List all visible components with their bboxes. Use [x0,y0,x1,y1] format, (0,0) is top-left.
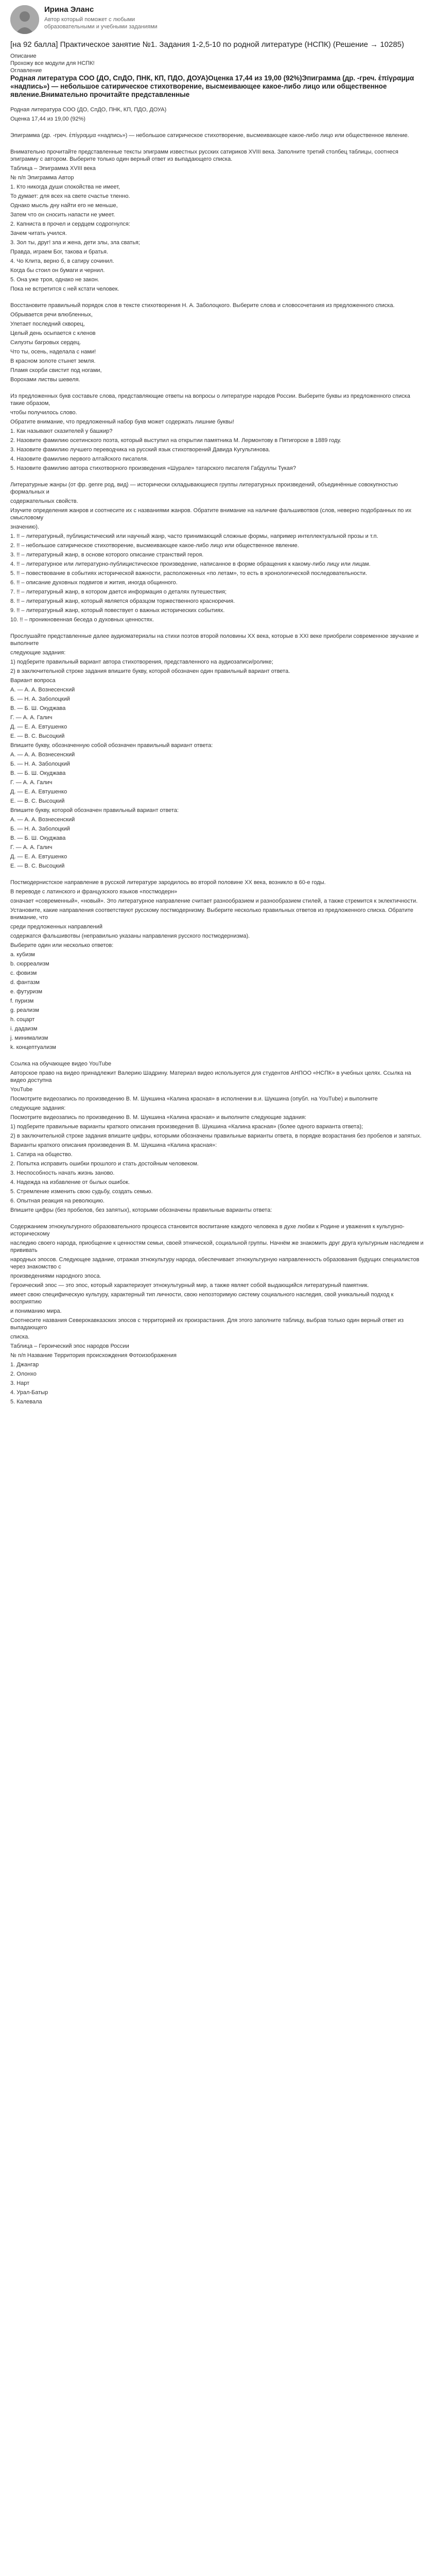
block-spacer [10,1053,426,1060]
body-line: А. — А. А. Вознесенский [10,687,75,693]
section-label: Оглавление [10,67,42,74]
body-line: Е. — В. С. Высоцкий [10,863,65,869]
body-line: То думает: для всех на свете счастье тленно. [10,193,130,199]
body-line: Целый день осыпается с кленов [10,330,96,336]
body-line: Вариант вопроса [10,677,56,684]
body-line: 1. Кто никогда души спокойства не имеет, [10,184,120,190]
body-line: 4. Чо Клита, верно б, в сатиру сочинил. [10,258,114,264]
body-line: Изучите определения жанров и соотнесите их с названиями жанров. Обратите внимание на наличие фальшивотвов (слов, неверно подобранных по их смысловому [10,507,412,521]
body-line: народных эпосов. Следующее задание, отражая этнокультуру народа, обеспечивает этнокультурную направленность образования будущих специалистов через знакомство с [10,1257,420,1270]
body-line: 5. Калевала [10,1399,42,1405]
body-line: списка. [10,1334,30,1340]
body-line: Затем что он сносить напасти не умеет. [10,212,115,218]
body-line: Выберите один или несколько ответов: [10,942,114,948]
document-heading: Родная литература СОО (ДО, СпДО, ПНК, КП, ПДО, ДОУА)Оценка 17,44 из 19,00 (92%)Эпиграмма (др. -греч. ἐπίγραμμα «надпись») — небольшое сатирическое стихотворение, высмеивающее какое-либо лицо или общественное явление.Внимательно прочитайте представленные [10,74,414,98]
body-line: 2. Попытка исправить ошибки прошлого и стать достойным человеком. [10,1161,199,1167]
body-line: Прослушайте представленные далее аудиоматериалы на стихи поэтов второй половины XX века, которые в XXI веке приобрели современное звучание и выполните [10,633,419,647]
body-line: e. футуризм [10,989,43,995]
body-line: h. соцарт [10,1016,35,1023]
body-line: Зачем читать учился. [10,230,67,236]
body-line: 4. Урал-Батыр [10,1389,48,1396]
body-line: Литературные жанры (от фр. genre род, вид) — исторически складывающиеся группы литературных произведений, объединённые совокупностью формальных и [10,482,398,495]
body-line: содержательных свойств. [10,498,78,504]
body-line: Пламя скорби свистит под ногами, [10,367,102,374]
body-line: 1) подберите правильный вариант автора стихотворения, представленного на аудиозаписи/ролике; [10,659,273,665]
body-line: 9. !! – литературный жанр, который повествует о важных исторических событиях. [10,607,225,614]
document-body [10,99,426,1405]
body-line: Ворохами листвы шевеля. [10,377,80,383]
body-line: Варианты краткого описания произведения В. М. Шукшина «Калина красная»: [10,1142,217,1148]
block-spacer [10,141,426,148]
body-line: Правда, играем Бог, такова и братья. [10,249,109,255]
body-line: Б. — Н. А. Заболоцкий [10,826,70,832]
body-line: Внимательно прочитайте представленные тексты эпиграмм известных русских сатириков XVIII века. Заполните третий столбец таблицы, соотнеся эпиграмму с автором. Выберите только один верный ответ из выпадающего списка. [10,149,398,162]
body-line: 4. Надежда на избавление от былых ошибок. [10,1179,130,1185]
body-line: А. — А. А. Вознесенский [10,817,75,823]
body-line: 3. Нарт [10,1380,30,1386]
body-line: № п/п Название Территория происхождения Фотоизображения [10,1352,177,1359]
body-line: Посмотрите видеозапись по произведению В. М. Шукшина «Калина красная» в исполнении в.и. Шукшина (опубл. на YouTube) и выполните [10,1096,378,1102]
body-line: Впишите букву, которой обозначен правильный вариант ответа: [10,807,179,814]
body-line: Когда бы стоил он бумаги и чернил. [10,267,105,274]
body-line: Пока не встретится с ней кстати человек. [10,286,119,292]
body-line: среди предложенных направлений [10,924,102,930]
body-line: Улетает последний скворец, [10,321,85,327]
body-line: b. сюрреализм [10,961,49,967]
body-line: Что ты, осень, наделала с нами! [10,349,96,355]
body-line: и пониманию мира. [10,1308,62,1314]
body-line: В. — Б. Ш. Окуджава [10,835,66,841]
author-description: Автор который поможет с любыми образовательными и учебными заданиями [44,16,158,30]
body-line: В красном золоте стынет земля. [10,358,96,364]
block-spacer [10,474,426,481]
body-line: 5. Она уже троя, однако не закон. [10,277,99,283]
body-line: Содержанием этнокультурного образовательного процесса становится воспитание каждого человека в духе любви к Родине и уважения к культурно-историческому [10,1224,405,1237]
body-line: содержатся фальшивотвы (неправильно указаны направления русского постмодернизма). [10,933,250,939]
body-line: 1. Как называют сказителей у башкир? [10,428,113,434]
body-line: 7. !! – литературный жанр, в котором дается информация о деталях путешествия; [10,589,227,595]
body-line: Впишите букву, обозначенную собой обозначен правильный вариант ответа: [10,742,213,749]
body-line: Впишите цифры (без пробелов, без запятых), которыми обозначены правильные варианты ответа: [10,1207,272,1213]
body-line: 5. Назовите фамилию автора стихотворного произведения «Шурале» татарского писателя Габдуллы Тукая? [10,465,297,471]
body-line: 3. Зол ты, друг! зла и жена, дети злы, зла сватья; [10,240,140,246]
body-line: Оценка 17,44 из 19,00 (92%) [10,116,85,122]
section-label: Описание [10,53,37,59]
body-line: Обратите внимание, что предложенный набор букв может содержать лишние буквы! [10,419,234,425]
body-line: значению). [10,524,40,530]
body-line: имеет свою специфическую культуру, характерный тип личности, свою непозторимую систему социального наследия, свой уникальный подход к восприятию [10,1292,394,1305]
author-name: Ирина Эланс [44,5,94,14]
body-line: a. кубизм [10,952,35,958]
body-line: j. минимализм [10,1035,48,1041]
body-line: Г. — А. А. Галич [10,779,53,786]
body-line: Д. — Е. А. Евтушенко [10,789,67,795]
block-spacer [10,872,426,879]
body-line: Е. — В. С. Высоцкий [10,798,65,804]
section-text: Прохожу все модули для НСПК! [10,60,95,66]
body-line: Посмотрите видеозапись по произведению В. М. Шукшина «Калина красная» и выполните следующие задания: [10,1114,307,1121]
block-spacer [10,99,426,106]
author-card [10,0,426,37]
body-line: Д. — Е. А. Евтушенко [10,724,67,730]
body-line: Г. — А. А. Галич [10,715,53,721]
body-line: № п/п Эпиграмма Автор [10,175,74,181]
avatar [10,5,39,34]
user-icon [10,5,39,34]
body-line: 1) подберите правильные варианты краткого описания произведения В. Шукшина «Калина красная» (более одного варианта ответа); [10,1124,363,1130]
body-line: означает «современный», «новый». Это литературное направление считает разнообразием и разнообразием стилей, а также стремится к эклектичности. [10,898,418,904]
body-line: 6. Опытная реакция на революцию. [10,1198,105,1204]
body-line: 2. Капнистa в прочел и сердцем содрогнулся: [10,221,130,227]
body-line: Силуэты багровых сердец. [10,340,81,346]
body-line: 5. !! – повествование в событиях исторической важности, расположенных «по летам», то есть в хронологической последовательности. [10,570,368,577]
body-line: Однако мысль дну найти его не меньше, [10,202,118,209]
body-line: Г. — А. А. Галич [10,844,53,851]
body-line: 4. Назовите фамилию первого алтайского писателя. [10,456,148,462]
body-line: Установите, какие направления соответствуют русскому постмодернизму. Выберите несколько правильных ответов из предложенного списка. Обратите внимание, что [10,907,413,921]
block-spacer [10,125,426,132]
body-line: В. — Б. Ш. Окуджава [10,705,66,711]
body-line: Героический эпос — это эпос, который характеризует этнокультурный мир, а также являет собой выдающийся литературный памятник. [10,1282,369,1289]
body-line: 1. Сатира на общество. [10,1151,73,1158]
body-line: следующие задания: [10,650,66,656]
body-line: Д. — Е. А. Евтушенко [10,854,67,860]
body-line: 1. !! – литературный, публицистический или научный жанр, часто принимающий сложные формы, например интеллектуальной прозы и т.п. [10,533,378,539]
body-line: 3. Неспособность начать жизнь заново. [10,1170,115,1176]
block-spacer [10,1216,426,1223]
body-line: 2) в заключительной строке задания впишите букву, которой обозначен один правильный вариант ответа. [10,668,290,674]
body-line: 8. !! – литературный жанр, который является образцом торжественного красноречия. [10,598,235,604]
body-line: Постмодернистское направление в русской литературе зародилось во второй половине XX века, возникло в 60-е годы. [10,879,326,886]
block-spacer [10,625,426,633]
body-line: следующие задания: [10,1105,66,1111]
body-line: 6. !! – описание духовных подвигов и жития, иногда общинного. [10,580,178,586]
body-line: Восстановите правильный порядок слов в тексте стихотворения Н. А. Заболоцкого. Выберите слова и словосочетания из предложенного списка. [10,302,395,309]
body-line: g. реализм [10,1007,39,1013]
body-line: c. фовизм [10,970,37,976]
body-line: 2. Назовите фамилию осетинского поэта, который выступил на открытии памятника М. Лермонтову в Пятигорске в 1889 году. [10,437,341,444]
body-line: Таблица – Эпиграмма XVIII века [10,165,96,172]
body-line: Эпиграмма (др. -греч. ἐπίγραμμα «надпись») — небольшое сатирическое стихотворение, высмеивающее какое-либо лицо или общественное явление. [10,132,409,139]
body-line: Таблица – Героический эпос народов России [10,1343,129,1349]
body-line: В переводе с латинского и французского языков «постмодерн» [10,889,178,895]
block-spacer [10,295,426,302]
body-line: Е. — В. С. Высоцкий [10,733,65,739]
body-line: В. — Б. Ш. Окуджава [10,770,66,776]
body-line: d. фантазм [10,979,40,986]
body-line: 3. !! – литературный жанр, в основе которого описание странствий героя. [10,552,204,558]
block-spacer [10,385,426,393]
body-line: 2) в заключительной строке задания впишите цифры, которыми обозначены правильные варианты ответа, в порядке возрастания без пробелов и запятых. [10,1133,422,1139]
body-line: произведениями народного эпоса. [10,1273,101,1279]
page-title: [на 92 балла] Практическое занятие №1. Задания 1-2,5-10 по родной литературе (НСПК) (Решение → 10285) [10,40,405,49]
body-line: i. дадаизм [10,1026,38,1032]
body-line: 2. !! – небольшое сатирическое стихотворение, высмеивающее какое-либо лицо или общественное явление. [10,543,299,549]
body-line: А. — А. А. Вознесенский [10,752,75,758]
body-line: 1. Джангар [10,1362,39,1368]
body-line: Соотнесите названия Северокавказских эпосов с территорией их произрастания. Для этого заполните таблицу, выбрав только один верный ответ из выпадающего [10,1317,404,1331]
body-line: Родная литература СОО (ДО, СпДО, ПНК, КП, ПДО, ДОУА) [10,107,167,113]
body-line: 5. Стремление изменить свою судьбу, создать семью. [10,1189,153,1195]
body-line: k. концептуализм [10,1044,56,1050]
body-line: YouTube [10,1087,33,1093]
body-line: наследию своего народа, приобщение к ценностям семьи, своей этнической, социальной группы. Начнём же знакомить друг друга культурным наследием и прививать [10,1240,424,1253]
body-line: Ссылка на обучающее видео YouTube [10,1061,112,1067]
body-line: чтобы получилось слово. [10,410,77,416]
body-line: Авторское право на видео принадлежит Валерию Шадрину. Материал видео используется для студентов АНПОО «НСПК» в учебных целях. Ссылка на видео доступна [10,1070,411,1083]
body-line: Из предложенных букв составьте слова, представляющие ответы на вопросы о литературе народов России. Выберите буквы из предложенного списка такие образом, [10,393,410,406]
body-line: 4. !! – литературное или литературно-публицистическое произведение, написанное в форме обращения к какому-либо лицу или лицам. [10,561,371,567]
body-line: Обрывается речи влюбленных, [10,312,93,318]
body-line: 10. !! – проникновенная беседа о духовных ценностях. [10,617,154,623]
body-line: Б. — Н. А. Заболоцкий [10,696,70,702]
body-line: Б. — Н. А. Заболоцкий [10,761,70,767]
body-line: f. пуризм [10,998,34,1004]
body-line: 2. Олонхо [10,1371,37,1377]
body-line: 3. Назовите фамилию лучшего переводчика на русский язык стихотворений Давида Кугультинова. [10,447,270,453]
